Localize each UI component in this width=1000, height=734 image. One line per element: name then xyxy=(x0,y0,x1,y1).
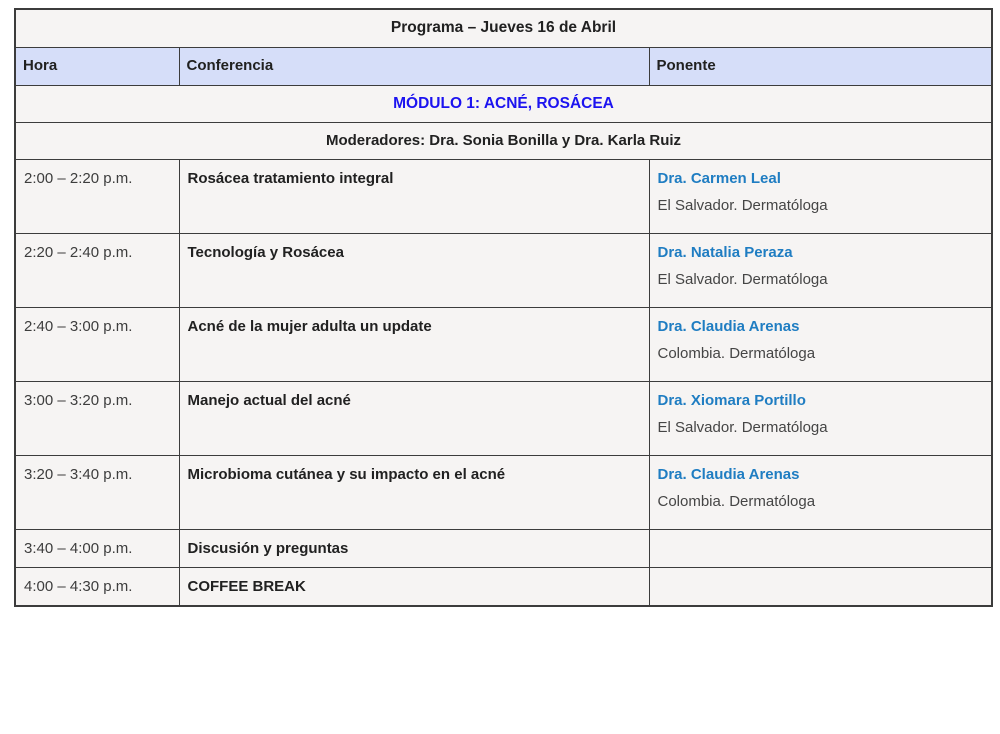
session-conference: Tecnología y Rosácea xyxy=(179,234,649,308)
column-header-row xyxy=(15,47,992,85)
session-time: 3:00 – 3:20 p.m. xyxy=(15,382,179,456)
table-title-row xyxy=(15,9,992,47)
session-time: 2:00 – 2:20 p.m. xyxy=(15,160,179,234)
speaker-link[interactable]: Dra. Natalia Peraza xyxy=(657,244,793,262)
session-speaker-cell xyxy=(649,160,992,234)
session-time: 3:40 – 4:00 p.m. xyxy=(15,530,179,568)
table-row xyxy=(15,234,992,308)
speaker-detail: El Salvador. Dermatóloga xyxy=(657,419,828,437)
speaker-link[interactable]: Dra. Carmen Leal xyxy=(657,170,781,188)
table-row xyxy=(15,382,992,456)
program-table xyxy=(14,8,993,607)
table-title: Programa – Jueves 16 de Abril xyxy=(15,9,992,47)
column-header-ponente: Ponente xyxy=(649,47,992,85)
column-header-conferencia: Conferencia xyxy=(179,47,649,85)
column-header-hora: Hora xyxy=(15,47,179,85)
moderators-row xyxy=(15,123,992,160)
session-time: 3:20 – 3:40 p.m. xyxy=(15,456,179,530)
table-row xyxy=(15,456,992,530)
speaker-detail: Colombia. Dermatóloga xyxy=(657,345,816,363)
session-conference: Discusión y preguntas xyxy=(179,530,649,568)
session-speaker-cell xyxy=(649,568,992,607)
table-row xyxy=(15,530,992,568)
session-conference: COFFEE BREAK xyxy=(179,568,649,607)
speaker-detail: Colombia. Dermatóloga xyxy=(657,493,816,511)
session-speaker-cell xyxy=(649,308,992,382)
session-conference: Acné de la mujer adulta un update xyxy=(179,308,649,382)
speaker-detail: El Salvador. Dermatóloga xyxy=(657,271,828,289)
session-time: 4:00 – 4:30 p.m. xyxy=(15,568,179,607)
session-speaker-cell xyxy=(649,382,992,456)
session-time: 2:20 – 2:40 p.m. xyxy=(15,234,179,308)
speaker-detail: El Salvador. Dermatóloga xyxy=(657,197,828,215)
moderators-label: Moderadores: Dra. Sonia Bonilla y Dra. Karla Ruiz xyxy=(15,123,992,160)
module-header: MÓDULO 1: ACNÉ, ROSÁCEA xyxy=(15,85,992,123)
session-conference: Rosácea tratamiento integral xyxy=(179,160,649,234)
session-speaker-cell xyxy=(649,530,992,568)
table-row xyxy=(15,160,992,234)
table-row xyxy=(15,308,992,382)
session-conference: Microbioma cutánea y su impacto en el acné xyxy=(179,456,649,530)
module-header-row xyxy=(15,85,992,123)
session-conference: Manejo actual del acné xyxy=(179,382,649,456)
speaker-link[interactable]: Dra. Claudia Arenas xyxy=(657,318,800,336)
session-speaker-cell xyxy=(649,234,992,308)
session-time: 2:40 – 3:00 p.m. xyxy=(15,308,179,382)
table-row xyxy=(15,568,992,607)
session-speaker-cell xyxy=(649,456,992,530)
speaker-link[interactable]: Dra. Claudia Arenas xyxy=(657,466,800,484)
speaker-link[interactable]: Dra. Xiomara Portillo xyxy=(657,392,806,410)
